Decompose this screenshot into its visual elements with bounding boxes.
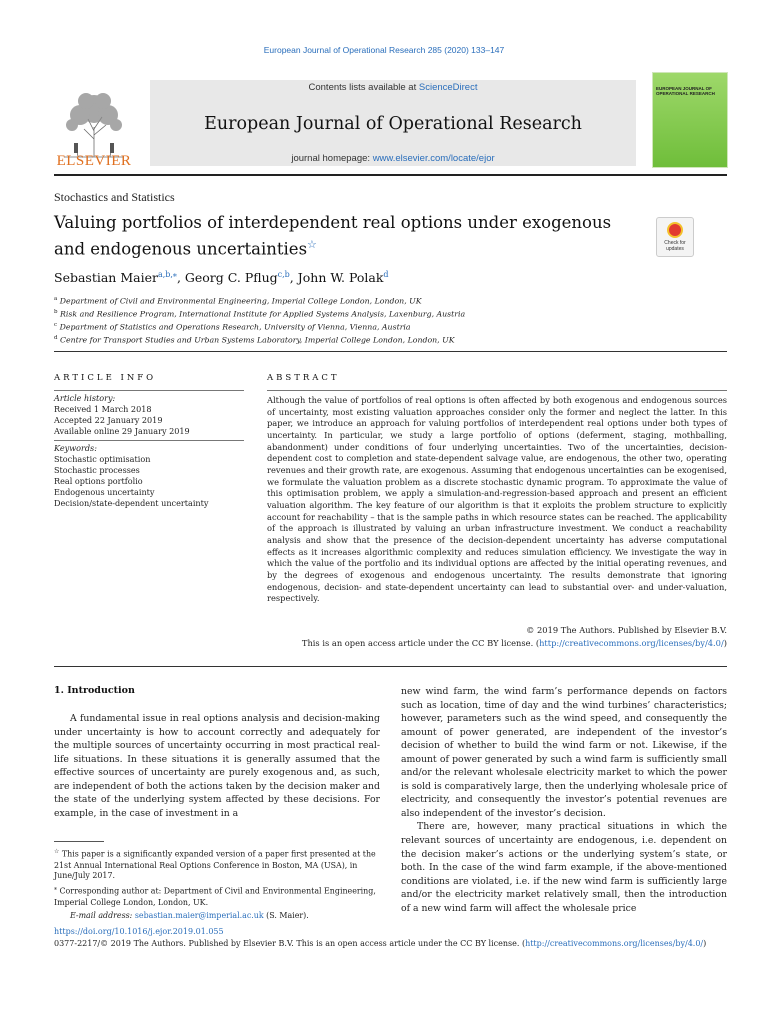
doi-link[interactable]: https://doi.org/10.1016/j.ejor.2019.01.055 xyxy=(54,927,224,936)
copyright-line: © 2019 The Authors. Published by Elsevier B.V. xyxy=(526,625,727,635)
license-link[interactable]: http://creativecommons.org/licenses/by/4.0/ xyxy=(539,638,724,648)
author-3[interactable]: John W. Polak$^d$ xyxy=(297,270,389,286)
keyword: Real options portfolio xyxy=(54,476,143,486)
sciencedirect-link[interactable]: ScienceDirect xyxy=(418,82,478,93)
article-info-heading: ARTICLE INFO xyxy=(54,373,157,383)
abstract-rule xyxy=(267,390,727,391)
keyword: Stochastic processes xyxy=(54,465,140,475)
journal-cover-thumbnail[interactable] xyxy=(652,72,728,168)
intro-paragraph-2: There are, however, many practical situations in which the relevant sources of uncertainty are endogenous, i.e. dependent on the decision maker’s actions or the underlying system’s state, or both. In the case of the wind farm example, if the above-mentioned conditions are violated, i.e. if the new wind farm is sufficiently large and/or the electricity market relatively small, then the introduction of a new wind farm will affect the wholesale price xyxy=(401,821,727,914)
info-rule-top xyxy=(54,390,244,391)
intro-heading: 1. Introduction xyxy=(54,685,135,696)
keyword: Endogenous uncertainty xyxy=(54,487,155,497)
history-received: Received 1 March 2018 xyxy=(54,404,152,414)
footnote-rule xyxy=(54,841,104,842)
cover-title: EUROPEAN JOURNAL OF OPERATIONAL RESEARCH xyxy=(656,86,715,96)
article-info xyxy=(54,390,244,509)
author-list: Sebastian Maier$^{a,b,⁎}$, Georg C. Pflug$^{c,b}$, John W. Polak$^d$ xyxy=(54,270,389,286)
abstract-bottom-rule xyxy=(54,666,727,667)
homepage-prefix: journal homepage: xyxy=(291,153,373,164)
elsevier-wordmark: ELSEVIER xyxy=(56,153,132,169)
history-online: Available online 29 January 2019 xyxy=(54,426,190,436)
footnotes xyxy=(54,847,380,924)
abstract-heading: ABSTRACT xyxy=(267,373,340,383)
title-line-2: and endogenous uncertainties xyxy=(54,239,308,259)
header-rule xyxy=(54,174,727,176)
journal-citation[interactable]: European Journal of Operational Research 285 (2020) 133–147 xyxy=(263,45,505,55)
keyword: Stochastic optimisation xyxy=(54,454,151,464)
affiliations-rule xyxy=(54,351,727,352)
footnote-corresponding: ⁎ Corresponding author at: Department of Civil and Environmental Engineering, Imperial College London, London, UK. xyxy=(54,885,376,907)
check-updates-label: Check for updates xyxy=(664,240,686,252)
title-line-1: Valuing portfolios of interdependent real options under exogenous xyxy=(54,213,612,232)
check-for-updates-badge[interactable] xyxy=(656,217,694,257)
footnote-email: E-mail address: sebastian.maier@imperial.ac.uk (S. Maier). xyxy=(70,910,309,920)
contents-prefix: Contents lists available at xyxy=(308,82,419,93)
section-label: Stochastics and Statistics xyxy=(54,190,175,204)
history-label: Article history: xyxy=(54,393,116,403)
intro-paragraph-continued: new wind farm, the wind farm’s performance depends on factors such as location, time of day and the wind turbines’ characteristics; however, parameters such as the wind speed, and consequently the amount of power generated, are independent of the investor’s decision of whether to build the wind farm or not. Likewise, if the amount of power generated by such a wind farm is sufficiently small and/or the relevant wholesale electricity market to which the power is sold is comparatively large, then the underlying wholesale price of electricity, and consequently the investor’s potential revenues are also independent of the investor’s decision. xyxy=(401,686,727,819)
doi-block xyxy=(54,926,734,949)
keywords-label: Keywords: xyxy=(54,443,97,453)
intro-paragraph-left: A fundamental issue in real options analysis and decision-making under uncertainty is how to account correctly and adequately for the multiple sources of uncertainty occurring in most practical real-life situations. In these situations it is generally assumed that the effective sources of uncertainty are purely exogenous and, as such, are independent of both the actions taken by the decision maker and the state of the underlying system affected by these decisions. For example, in the case of investment in a xyxy=(54,713,380,819)
contents-line xyxy=(150,82,636,93)
footnote-star: ☆ This paper is a significantly expanded version of a paper first presented at the 21st Annual International Real Options Conference in Boston, MA (USA), in June/July 2017. xyxy=(54,848,376,881)
intro-right-column xyxy=(401,685,727,915)
journal-title: European Journal of Operational Research xyxy=(204,114,582,134)
history-accepted: Accepted 22 January 2019 xyxy=(54,415,163,425)
issn-license-link[interactable]: http://creativecommons.org/licenses/by/4.0/ xyxy=(525,938,704,948)
issn-line: 0377-2217/© 2019 The Authors. Published by Elsevier B.V. This is an open access article under the CC BY license. (http://creativecommons.org/licenses/by/4.0/) xyxy=(54,938,707,948)
abstract-text: Although the value of portfolios of real options is often affected by both exogenous and endogenous sources of uncertainty, most existing valuation approaches consider only the former and neglect the latter. In this paper, we introduce an approach for valuing portfolios of interdependent real options under both types of uncertainty. In particular, we study a large portfolio of options (deferment, staging, mothballing, abandonment) under conditions of four underlying uncertainties. Two of the uncertainties, decision-dependent cost to completion and state-dependent salvage value, are endogenous, the other two, operating revenues and their growth rate, are exogenous. Assuming that endogenous uncertainties can be exogenised, we formulate the valuation problem as a discrete stochastic dynamic program. To approximate the value of this optimisation problem, we apply a simulation-and-regression-based approach and present an efficient valuation algorithm. The key feature of our algorithm is that it exploits the problem structure to explicitly account for reachability – that is the sample paths in which resource states can be reached. The applicability of the approach is illustrated by valuing an urban infrastructure investment. We conduct a reachability analysis and show that the presence of the decision-dependent uncertainty has adverse computational effects as it increases algorithmic complexity and reduces simulation efficiency. We investigate the way in which the value of the portfolio and its individual options are affected by the initial operating revenues, and by the degrees of exogenous and endogenous uncertainty. The results demonstrate that ignoring endogenous, decision- and state-dependent uncertainty can lead to substantial over- and under-valuation, respectively. xyxy=(267,395,727,604)
license-line: This is an open access article under the CC BY license. (http://creativecommons.org/licenses/by/4.0/) xyxy=(301,638,727,648)
affiliation-c: $^c$ Department of Statistics and Operations Research, University of Vienna, Vienna, Austria xyxy=(54,322,411,332)
paper-title xyxy=(54,212,634,261)
homepage-link[interactable]: www.elsevier.com/locate/ejor xyxy=(372,153,495,164)
check-updates-icon xyxy=(667,222,683,238)
author-1[interactable]: Sebastian Maier$^{a,b,⁎}$ xyxy=(54,270,177,286)
affiliations xyxy=(54,294,465,346)
email-link[interactable]: sebastian.maier@imperial.ac.uk xyxy=(134,910,264,920)
author-2[interactable]: Georg C. Pflug$^{c,b}$ xyxy=(184,270,290,286)
copyright-block xyxy=(267,624,727,650)
homepage-line xyxy=(150,153,636,164)
info-rule-mid xyxy=(54,440,244,441)
affiliation-a: $^a$ Department of Civil and Environmental Engineering, Imperial College London, London, UK xyxy=(54,296,422,306)
affiliation-d: $^d$ Centre for Transport Studies and Urban Systems Laboratory, Imperial College London, London, UK xyxy=(54,335,455,345)
title-footnote-star-icon[interactable]: ☆ xyxy=(307,238,317,251)
keyword: Decision/state-dependent uncertainty xyxy=(54,498,209,508)
affiliation-b: $^b$ Risk and Resilience Program, International Institute for Applied Systems Analysis, Laxenburg, Austria xyxy=(54,309,466,319)
